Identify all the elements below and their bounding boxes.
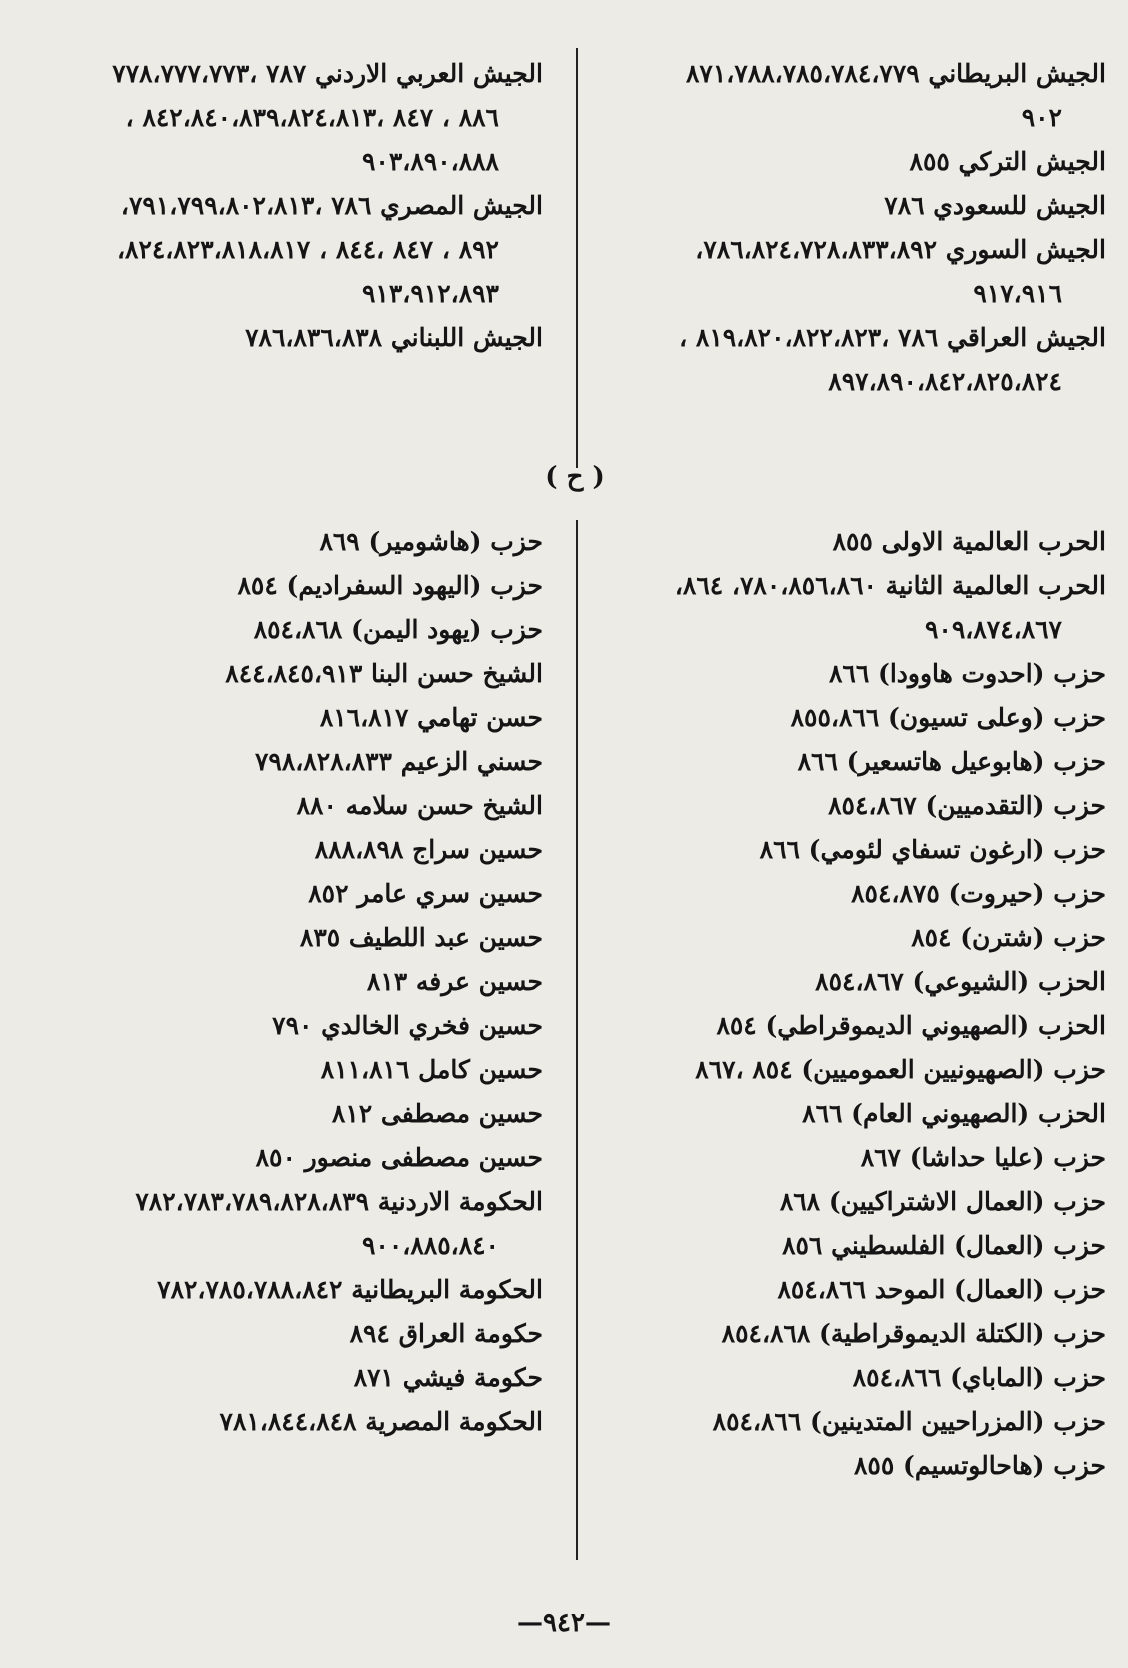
- index-entry: الحزب (الصهيوني الديموقراطي) ٨٥٤: [716, 1011, 1106, 1040]
- index-entry: حزب (اليهود السفراديم) ٨٥٤: [237, 571, 543, 600]
- index-entry: حكومة العراق ٨٩٤: [349, 1319, 543, 1348]
- index-entry: حزب (شترن) ٨٥٤: [911, 923, 1106, 952]
- index-entry: حزب (هاحالوتسيم) ٨٥٥: [854, 1451, 1106, 1480]
- index-entry: الجيش السوري ٧٨٦،٨٢٤،٧٢٨،٨٣٣،٨٩٢، ٩١٧،٩١٦: [695, 235, 1106, 308]
- index-entry: الحزب (الشيوعي) ٨٥٤،٨٦٧: [815, 967, 1106, 996]
- index-entry: حزب (هاشومير) ٨٦٩: [319, 527, 543, 556]
- index-entry: الحكومة الاردنية ٧٨٢،٧٨٣،٧٨٩،٨٢٨،٨٣٩: [135, 1187, 543, 1216]
- index-entry: الجيش المصري ٧٨٦ ،٧٩١،٧٩٩،٨٠٢،٨١٣، ٨٩٢ ، ٨٤٧ ،٨٤٤ ، ٨٢٤،٨٢٣،٨١٨،٨١٧، ٩١٣،٩١٢،٨٩٣: [116, 191, 543, 308]
- index-entry: حزب (العمال) الموحد ٨٥٤،٨٦٦: [777, 1275, 1106, 1304]
- index-entry: حزب (هابوعيل هاتسعير) ٨٦٦: [797, 747, 1106, 776]
- index-entry: حسين مصطفى منصور ٨٥٠: [255, 1143, 543, 1172]
- index-entry: الجيش التركي ٨٥٥: [909, 147, 1106, 176]
- index-entry: حسين سراج ٨٨٨،٨٩٨: [314, 835, 543, 864]
- index-entry: الحكومة البريطانية ٧٨٢،٧٨٥،٧٨٨،٨٤٢: [157, 1275, 543, 1304]
- page-number: —٩٤٢—: [517, 1608, 611, 1638]
- index-entry: الجيش العراقي ٧٨٦ ،٨١٩،٨٢٠،٨٢٢،٨٢٣ ، ٨٩٧،٨٩٠،٨٤٢،٨٢٥،٨٢٤: [679, 323, 1106, 396]
- section-heading: ( ح ): [545, 462, 605, 492]
- index-entry: حزب (وعلى تسيون) ٨٥٥،٨٦٦: [790, 703, 1106, 732]
- army-entries-left: [11, 52, 543, 360]
- index-entry: حسين سري عامر ٨٥٢: [308, 879, 543, 908]
- index-entry: حزب (العمال الاشتراكيين) ٨٦٨: [779, 1187, 1106, 1216]
- index-entry: حسين عرفه ٨١٣: [366, 967, 543, 996]
- index-entry: الشيخ حسن سلامه ٨٨٠: [296, 791, 543, 820]
- index-entry: الجيش للسعودي ٧٨٦: [884, 191, 1106, 220]
- index-entry: حزب (ارغون تسفاي لئومي) ٨٦٦: [759, 835, 1106, 864]
- index-entry: حزب (الصهيونيين العموميين) ٨٥٤ ،٨٦٧: [695, 1055, 1106, 1084]
- index-entry: الجيش العربي الاردني ٧٨٧ ،٧٧٨،٧٧٧،٧٧٣ ٨٨٦ ، ٨٤٧ ،٨٤٢،٨٤٠،٨٣٩،٨٢٤،٨١٣ ، ٩٠٣،٨٩٠،٨٨٨: [112, 59, 543, 176]
- index-entry: الحكومة المصرية ٧٨١،٨٤٤،٨٤٨: [219, 1407, 543, 1436]
- index-entry: الحرب العالمية الثانية ٧٨٠،٨٥٦،٨٦٠، ٨٦٤،: [674, 571, 1106, 600]
- index-entry: حزب (حيروت) ٨٥٤،٨٧٥: [851, 879, 1106, 908]
- index-entry: حسين كامل ٨١١،٨١٦: [320, 1055, 543, 1084]
- index-entry: حزب (المزراحيين المتدينين) ٨٥٤،٨٦٦: [712, 1407, 1106, 1436]
- index-entry: حزب (الماباي) ٨٥٤،٨٦٦: [852, 1363, 1106, 1392]
- index-entry: ٩٠٠،٨٨٥،٨٤٠: [362, 1231, 499, 1260]
- index-entry: حسين فخري الخالدي ٧٩٠: [272, 1011, 543, 1040]
- army-entries-right: [566, 52, 1106, 404]
- index-entry: حزب (عليا حداشا) ٨٦٧: [860, 1143, 1106, 1172]
- section-h-right: [566, 520, 1106, 1488]
- index-entry: حسين مصطفى ٨١٢: [331, 1099, 543, 1128]
- index-entry: ٩٠٩،٨٧٤،٨٦٧: [925, 615, 1062, 644]
- index-entry: الشيخ حسن البنا ٨٤٤،٨٤٥،٩١٣: [225, 659, 543, 688]
- section-h-left: [11, 520, 543, 1444]
- index-entry: حسني الزعيم ٧٩٨،٨٢٨،٨٣٣: [254, 747, 543, 776]
- index-entry: الجيش اللبناني ٧٨٦،٨٣٦،٨٣٨: [245, 323, 543, 352]
- index-entry: الحزب (الصهيوني العام) ٨٦٦: [802, 1099, 1106, 1128]
- index-entry: حزب (يهود اليمن) ٨٥٤،٨٦٨: [253, 615, 543, 644]
- index-entry: الجيش البريطاني ٨٧١،٧٨٨،٧٨٥،٧٨٤،٧٧٩ ٩٠٢: [685, 59, 1106, 132]
- index-entry: حزب (احدوت هاوودا) ٨٦٦: [828, 659, 1106, 688]
- index-entry: الحرب العالمية الاولى ٨٥٥: [832, 527, 1106, 556]
- index-entry: حسن تهامي ٨١٦،٨١٧: [319, 703, 543, 732]
- index-entry: حسين عبد اللطيف ٨٣٥: [299, 923, 543, 952]
- index-entry: حزب (التقدميين) ٨٥٤،٨٦٧: [828, 791, 1106, 820]
- index-entry: حزب (العمال) الفلسطيني ٨٥٦: [782, 1231, 1106, 1260]
- index-entry: حزب (الكتلة الديموقراطية) ٨٥٤،٨٦٨: [721, 1319, 1106, 1348]
- column-divider: [576, 48, 578, 468]
- index-entry: حكومة فيشي ٨٧١: [353, 1363, 543, 1392]
